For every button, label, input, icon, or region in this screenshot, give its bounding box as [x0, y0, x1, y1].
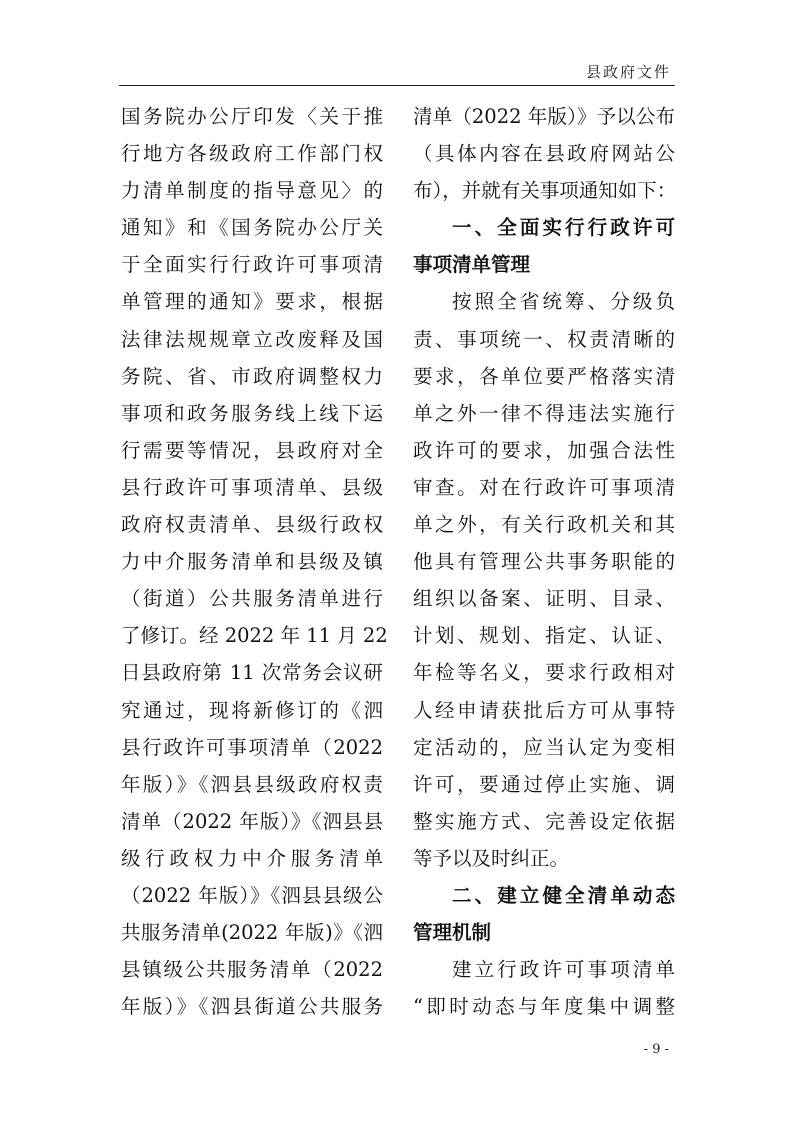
text-line: （具体内容在县政府网站公: [413, 142, 675, 166]
text-line: 单之外，有关行政机关和其: [413, 513, 675, 537]
text-line: 年版）》《泗县街道公共服务: [121, 995, 383, 1019]
text-line: 事项和政务服务线上线下运: [121, 401, 383, 425]
text-line: 单管理的通知》要求，根据: [121, 290, 383, 314]
text-line: 通知》和《国务院办公厅关: [121, 216, 383, 240]
text-line: 行需要等情况，县政府对全: [121, 438, 383, 462]
text-line: 按照全省统筹、分级负: [452, 290, 675, 314]
text-line: 清单（2022 年版）》予以公布: [413, 105, 675, 128]
page-number: - 9 -: [643, 1042, 669, 1057]
text-line: 单之外一律不得违法实施行: [413, 401, 675, 425]
text-line: 责、事项统一、权责清晰的: [413, 327, 675, 351]
text-line: 县行政许可事项清单（2022: [121, 735, 383, 759]
text-line: 究通过，现将新修订的《泗: [121, 698, 383, 722]
text-line: （2022 年版）》《泗县县级公: [121, 883, 383, 907]
text-line: 审查。对在行政许可事项清: [413, 475, 675, 499]
text-line: 等予以及时纠正。: [413, 846, 570, 870]
text-line: 他具有管理公共事务职能的: [413, 550, 675, 574]
text-line: 政许可的要求，加强合法性: [413, 438, 675, 462]
text-line: 政府权责清单、县级行政权: [121, 513, 383, 537]
text-line: （街道）公共服务清单进行: [121, 587, 383, 611]
text-line: 县行政许可事项清单、县级: [121, 475, 383, 499]
text-line: 建立行政许可事项清单: [452, 958, 675, 982]
text-line: 共服务清单(2022 年版)》《泗: [121, 921, 383, 945]
text-line: 许可，要通过停止实施、调: [413, 772, 675, 796]
section-heading-1: 一、全面实行行政许可: [452, 216, 675, 240]
left-text-column: [121, 98, 388, 1025]
text-line: 力清单制度的指导意见〉的: [121, 179, 383, 203]
text-line: 人经申请获批后方可从事特: [413, 698, 675, 722]
text-line: 年版）》《泗县县级政府权责: [121, 772, 383, 796]
text-line: “即时动态与年度集中调整: [413, 995, 675, 1019]
text-line: 力中介服务清单和县级及镇: [121, 550, 383, 574]
text-line: 国务院办公厅印发〈关于推: [121, 105, 383, 128]
text-line: 法律法规规章立改废释及国: [121, 327, 383, 351]
text-line: 务院、省、市政府调整权力: [121, 364, 383, 388]
text-line: 于全面实行行政许可事项清: [121, 253, 383, 277]
text-line: 了修订。经 2022 年 11 月 22: [121, 624, 388, 648]
right-text-column: [413, 98, 675, 1025]
text-line: 整实施方式、完善设定依据: [413, 809, 675, 833]
header-divider: [119, 85, 675, 86]
text-line: 要求，各单位要严格落实清: [413, 364, 675, 388]
text-line: 行地方各级政府工作部门权: [121, 142, 383, 166]
text-line: 布），并就有关事项通知如下：: [413, 179, 677, 203]
section-heading-1-continued: 事项清单管理: [413, 253, 531, 277]
text-line: 级行政权力中介服务清单: [121, 846, 383, 870]
text-line: 县镇级公共服务清单（2022: [121, 958, 383, 982]
text-line: 日县政府第 11 次常务会议研: [121, 661, 383, 685]
document-header-label: 县政府文件: [585, 63, 671, 81]
text-line: 年检等名义，要求行政相对: [413, 661, 675, 685]
text-line: 计划、规划、指定、认证、: [413, 624, 675, 648]
text-line: 组织以备案、证明、目录、: [413, 587, 675, 611]
section-heading-2: 二、建立健全清单动态: [452, 883, 675, 907]
text-line: 清单（2022 年版）》《泗县县: [121, 809, 383, 833]
section-heading-2-continued: 管理机制: [413, 921, 492, 945]
text-line: 定活动的，应当认定为变相: [413, 735, 675, 759]
